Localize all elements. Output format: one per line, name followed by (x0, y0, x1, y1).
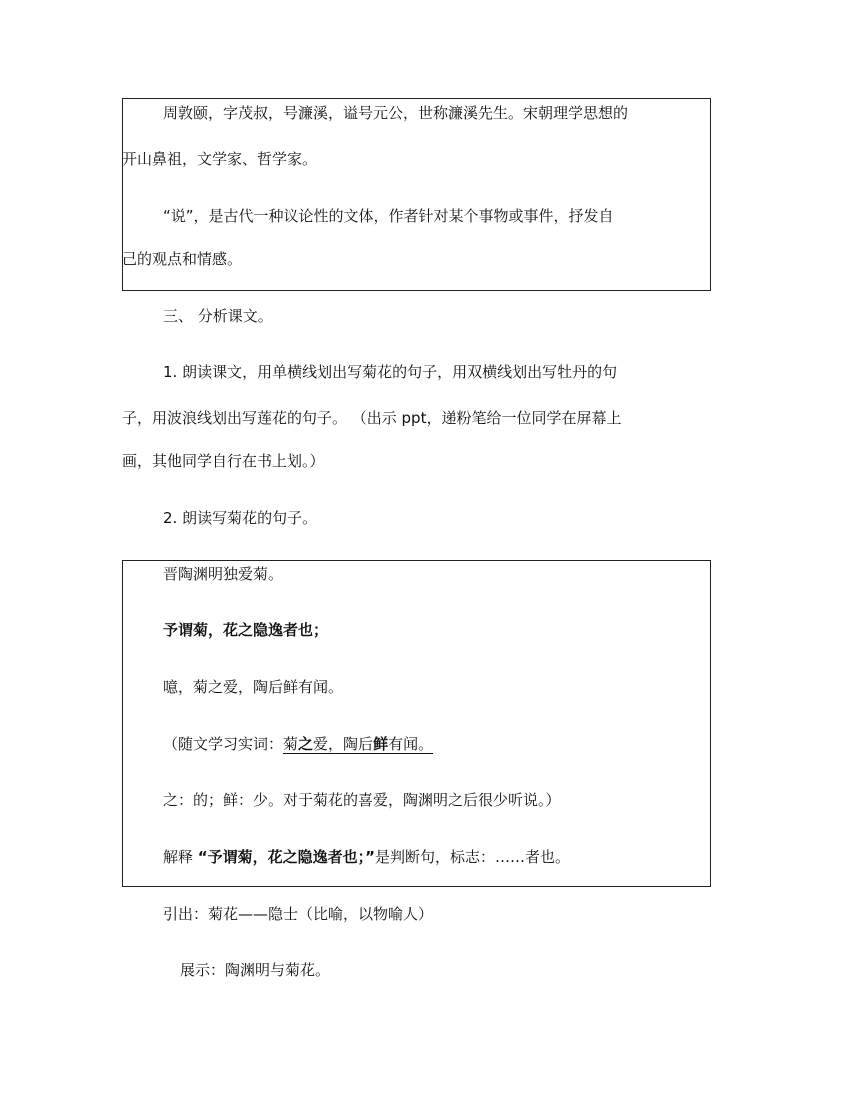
chrysanthemum-line-2: 予谓菊，花之隐逸者也； (163, 621, 329, 639)
sentence-explanation-prefix: 解释 (163, 848, 198, 866)
vocab-keyword-zhi: 之 (298, 735, 314, 753)
genre-intro-line-1: “说”，是古代一种议论性的文体，作者针对某个事物或事件，抒发自 (163, 207, 614, 225)
sentence-explanation (163, 847, 570, 867)
task-1-line-1: 1. 朗读课文，用单横线划出写菊花的句子，用双横线划出写牡丹的句 (163, 363, 618, 381)
sentence-explanation-quote: “予谓菊，花之隐逸者也；” (197, 848, 375, 866)
vocab-underlined-3: 有闻。 (388, 735, 434, 753)
author-intro-line-2: 开山鼻祖，文学家、哲学家。 (122, 150, 318, 168)
task-1-line-2: 子，用波浪线划出写莲花的句子。 （出示 ppt，递粉笔给一位同学在屏幕上 (122, 409, 622, 427)
chrysanthemum-box (122, 560, 711, 887)
section-heading: 三、 分析课文。 (163, 307, 273, 325)
author-intro-line-1: 周敦颐，字茂叔，号濂溪，谥号元公，世称濂溪先生。宋朝理学思想的 (163, 104, 629, 122)
chrysanthemum-line-3: 噫，菊之爱，陶后鲜有闻。 (163, 678, 344, 696)
chrysanthemum-line-1: 晋陶渊明独爱菊。 (163, 565, 284, 583)
vocab-underlined-2: 爱，陶后 (313, 735, 374, 753)
genre-intro-line-2: 己的观点和情感。 (122, 250, 243, 268)
task-2: 2. 朗读写菊花的句子。 (163, 509, 318, 527)
task-1-line-3: 画，其他同学自行在书上划。） (122, 452, 325, 470)
display-line: 展示：陶渊明与菊花。 (180, 961, 331, 979)
vocab-explanation: 之：的；鲜：少。对于菊花的喜爱，陶渊明之后很少听说。） (163, 791, 561, 809)
vocab-keyword-xian: 鲜 (373, 735, 389, 753)
vocab-underlined-1: 菊 (283, 735, 299, 753)
vocab-note-prefix: （随文学习实词： (163, 735, 284, 753)
lead-out-line: 引出：菊花——隐士（比喻，以物喻人） (163, 905, 434, 923)
vocab-note-line (163, 734, 433, 754)
sentence-explanation-suffix: 是判断句，标志：……者也。 (375, 848, 571, 866)
